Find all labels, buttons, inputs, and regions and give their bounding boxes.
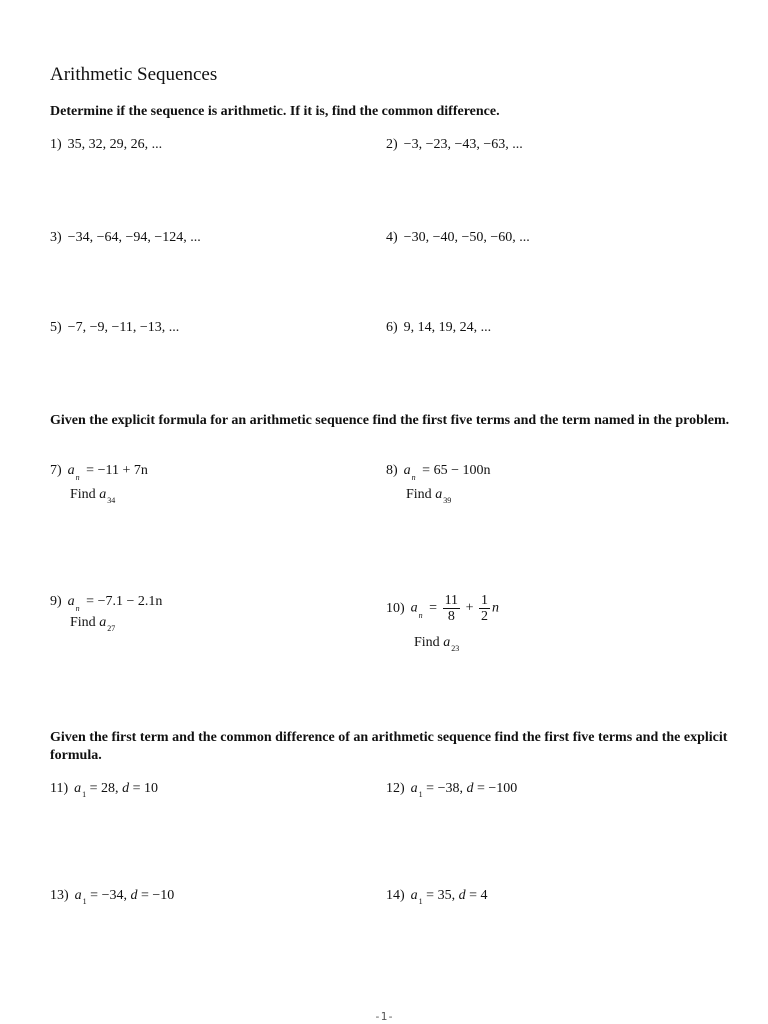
first-term-value: = −34, (86, 888, 131, 903)
formula-variable: a (67, 463, 75, 478)
problem-number: 10) (386, 600, 405, 616)
find-subscript: 39 (443, 496, 452, 505)
fraction-eleven-eighths (443, 593, 460, 624)
fraction-numerator: 1 (480, 593, 488, 608)
sequence-text: 9, 14, 19, 24, ... (403, 320, 492, 335)
formula-variable: a (410, 600, 418, 616)
problem-number: 1) (50, 137, 62, 152)
problem-9 (50, 593, 162, 612)
find-term-10 (414, 635, 459, 651)
sequence-text: −30, −40, −50, −60, ... (403, 230, 530, 245)
problem-number: 6) (386, 320, 398, 335)
page-number: -1- (374, 1010, 394, 1023)
difference-value: = −10 (137, 888, 175, 903)
formula-subscript: n (411, 473, 416, 482)
problem-number: 2) (386, 137, 398, 152)
problem-number: 12) (386, 781, 405, 796)
problem-13 (50, 887, 174, 906)
find-term-7 (70, 487, 115, 503)
fraction-numerator: 11 (444, 593, 459, 608)
problem-number: 3) (50, 230, 62, 245)
problem-number: 13) (50, 888, 69, 903)
problem-5 (50, 319, 179, 337)
formula-subscript: n (418, 610, 423, 620)
find-variable: a (99, 487, 107, 502)
problem-11 (50, 780, 158, 799)
difference-value: = −100 (473, 781, 518, 796)
problem-6 (386, 319, 491, 337)
first-term-subscript: 1 (418, 790, 423, 799)
find-subscript: 27 (107, 624, 116, 633)
first-term-subscript: 1 (82, 790, 87, 799)
problem-10 (386, 593, 499, 624)
find-variable: a (435, 487, 443, 502)
difference-variable: d (130, 888, 138, 903)
sequence-text: 35, 32, 29, 26, ... (67, 137, 163, 152)
formula-plus: + (462, 600, 477, 616)
find-label: Find (406, 487, 436, 502)
find-label: Find (70, 487, 100, 502)
sequence-text: −3, −23, −43, −63, ... (403, 137, 523, 152)
formula-rhs: = 65 − 100n (418, 463, 491, 478)
first-term-variable: a (410, 888, 418, 903)
difference-variable: d (466, 781, 474, 796)
find-variable: a (99, 615, 107, 630)
problem-number: 5) (50, 320, 62, 335)
formula-rhs: = −11 + 7n (82, 463, 148, 478)
problem-7 (50, 462, 148, 481)
problem-3 (50, 229, 201, 247)
difference-value: = 10 (129, 781, 158, 796)
difference-variable: d (122, 781, 130, 796)
sequence-text: −34, −64, −94, −124, ... (67, 230, 201, 245)
problem-4 (386, 229, 530, 247)
section1-instruction: Determine if the sequence is arithmetic. If it is, find the common difference. (50, 104, 500, 119)
problem-2 (386, 136, 523, 154)
first-term-subscript: 1 (418, 897, 423, 906)
first-term-value: = 35, (422, 888, 459, 903)
formula-rhs: = −7.1 − 2.1n (82, 594, 163, 609)
first-term-value: = 28, (86, 781, 123, 796)
first-term-variable: a (410, 781, 418, 796)
problem-1 (50, 136, 162, 154)
problem-number: 9) (50, 594, 62, 609)
find-label: Find (70, 615, 100, 630)
difference-value: = 4 (465, 888, 488, 903)
difference-variable: d (458, 888, 466, 903)
formula-subscript: n (75, 604, 80, 613)
problem-number: 14) (386, 888, 405, 903)
first-term-variable: a (74, 781, 82, 796)
fraction-denominator: 2 (480, 609, 488, 624)
formula-tail: n (491, 600, 499, 616)
problem-14 (386, 887, 487, 906)
find-subscript: 34 (107, 496, 116, 505)
formula-variable: a (67, 594, 75, 609)
section3-instruction: Given the first term and the common difference of an arithmetic sequence find the first five terms and the explicit formula. (50, 730, 728, 763)
find-term-8 (406, 487, 451, 503)
sequence-text: −7, −9, −11, −13, ... (67, 320, 180, 335)
first-term-subscript: 1 (82, 897, 87, 906)
problem-12 (386, 780, 517, 799)
page-title: Arithmetic Sequences (50, 64, 218, 85)
section2-instruction: Given the explicit formula for an arithmetic sequence find the first five terms and the term named in the problem. (50, 413, 730, 428)
formula-variable: a (403, 463, 411, 478)
formula-subscript: n (75, 473, 80, 482)
problem-number: 4) (386, 230, 398, 245)
fraction-denominator: 8 (447, 609, 455, 624)
first-term-value: = −38, (422, 781, 467, 796)
find-variable: a (443, 635, 451, 650)
find-subscript: 23 (451, 644, 460, 653)
problem-number: 11) (50, 781, 69, 796)
problem-number: 8) (386, 463, 398, 478)
problem-number: 7) (50, 463, 62, 478)
fraction-one-half (479, 593, 490, 624)
find-label: Find (414, 635, 444, 650)
first-term-variable: a (74, 888, 82, 903)
formula-equals: = (425, 600, 441, 616)
problem-8 (386, 462, 490, 481)
find-term-9 (70, 615, 115, 631)
